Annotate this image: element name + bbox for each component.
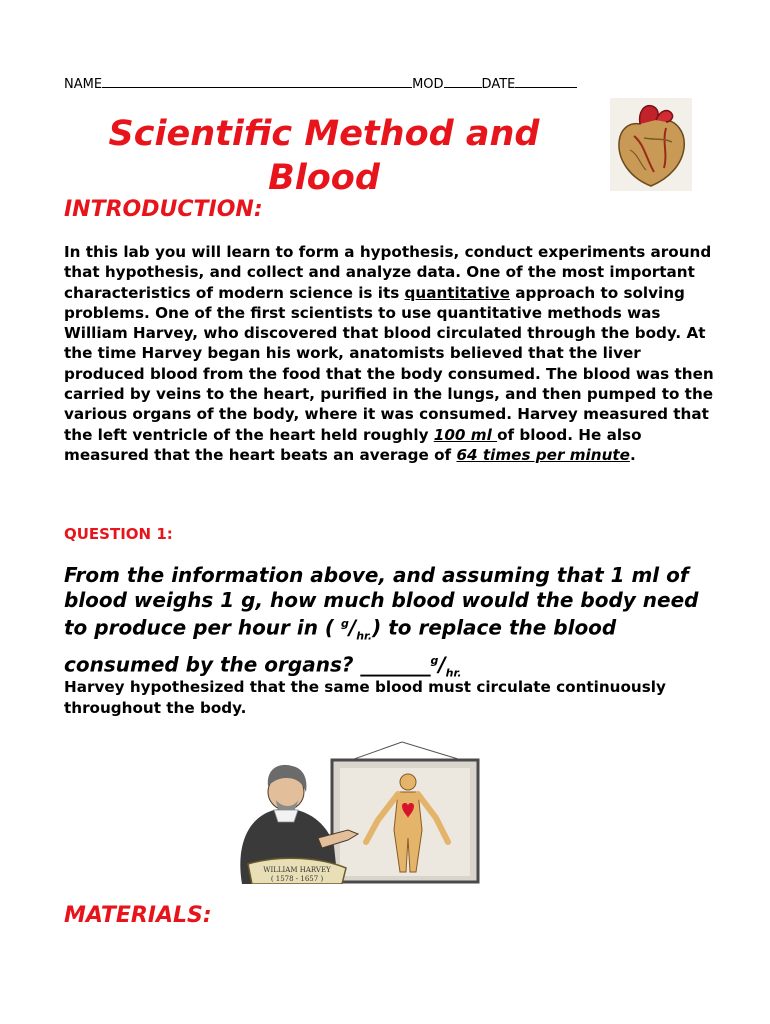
william-harvey-illustration — [222, 738, 498, 884]
question-1-text — [64, 563, 724, 686]
question-text-2: ) to replace the blood consumed by the organs? — [64, 615, 617, 677]
name-label: NAME — [64, 77, 103, 92]
intro-underline-quantitative: quantitative — [404, 283, 510, 302]
unit-slash: / — [348, 615, 357, 640]
question-text-1: From the information above, and assuming that 1 ml of blood weighs 1 g, how much blood would the body need to produce per hour in ( — [64, 563, 699, 640]
intro-underline-100ml: 100 ml — [433, 425, 498, 444]
plaque-dates: ( 1578 - 1657 ) — [270, 875, 324, 883]
materials-heading: MATERIALS: — [64, 903, 212, 928]
page-title — [64, 112, 584, 200]
plaque-name: WILLIAM HARVEY — [263, 866, 331, 874]
mod-blank[interactable] — [444, 75, 482, 88]
answer-unit-numerator: g — [430, 654, 439, 668]
heart-image — [610, 98, 692, 191]
introduction-heading: INTRODUCTION: — [64, 197, 263, 222]
intro-underline-64-times: 64 times per minute — [456, 445, 630, 464]
date-label: DATE — [481, 77, 516, 92]
answer-blank[interactable]: _______ — [360, 652, 431, 677]
title-line-1: Scientific Method and — [108, 114, 540, 154]
unit-numerator: g — [341, 617, 349, 630]
intro-text-1: In this lab you will learn to form a hypothesis, conduct experiments around that hypothesis, and collect and analyze data. One of the most important characteristics of modern science is its — [64, 243, 712, 302]
answer-unit-slash: / — [438, 652, 446, 677]
name-blank[interactable] — [102, 75, 412, 88]
question-1-label: QUESTION 1: — [64, 525, 173, 543]
mod-label: MOD — [412, 77, 444, 92]
header-line — [64, 75, 577, 92]
answer-unit-denominator: hr. — [445, 666, 462, 680]
introduction-paragraph — [64, 242, 724, 465]
unit-denominator: hr. — [356, 629, 373, 643]
date-blank[interactable] — [515, 75, 577, 88]
title-line-2: Blood — [268, 158, 380, 198]
hypothesis-text: Harvey hypothesized that the same blood must circulate continuously throughout the body. — [64, 678, 666, 717]
intro-text-2: approach to solving problems. One of the first scientists to use quantitative methods was William Harvey, who discovered that blood circulated through the body. At the time Harvey began his work, anatomists believed that the liver produced blood from the food that the body consumed. The blood was then carried by veins to the heart, purified in the lungs, and then pumped to the various organs of the body, where it was consumed. Harvey measured that the left ventricle of the heart held roughly — [64, 283, 714, 444]
intro-text-3: of blood. He also measured that the heart beats an average of — [64, 425, 642, 464]
intro-text-4: . — [629, 445, 636, 464]
